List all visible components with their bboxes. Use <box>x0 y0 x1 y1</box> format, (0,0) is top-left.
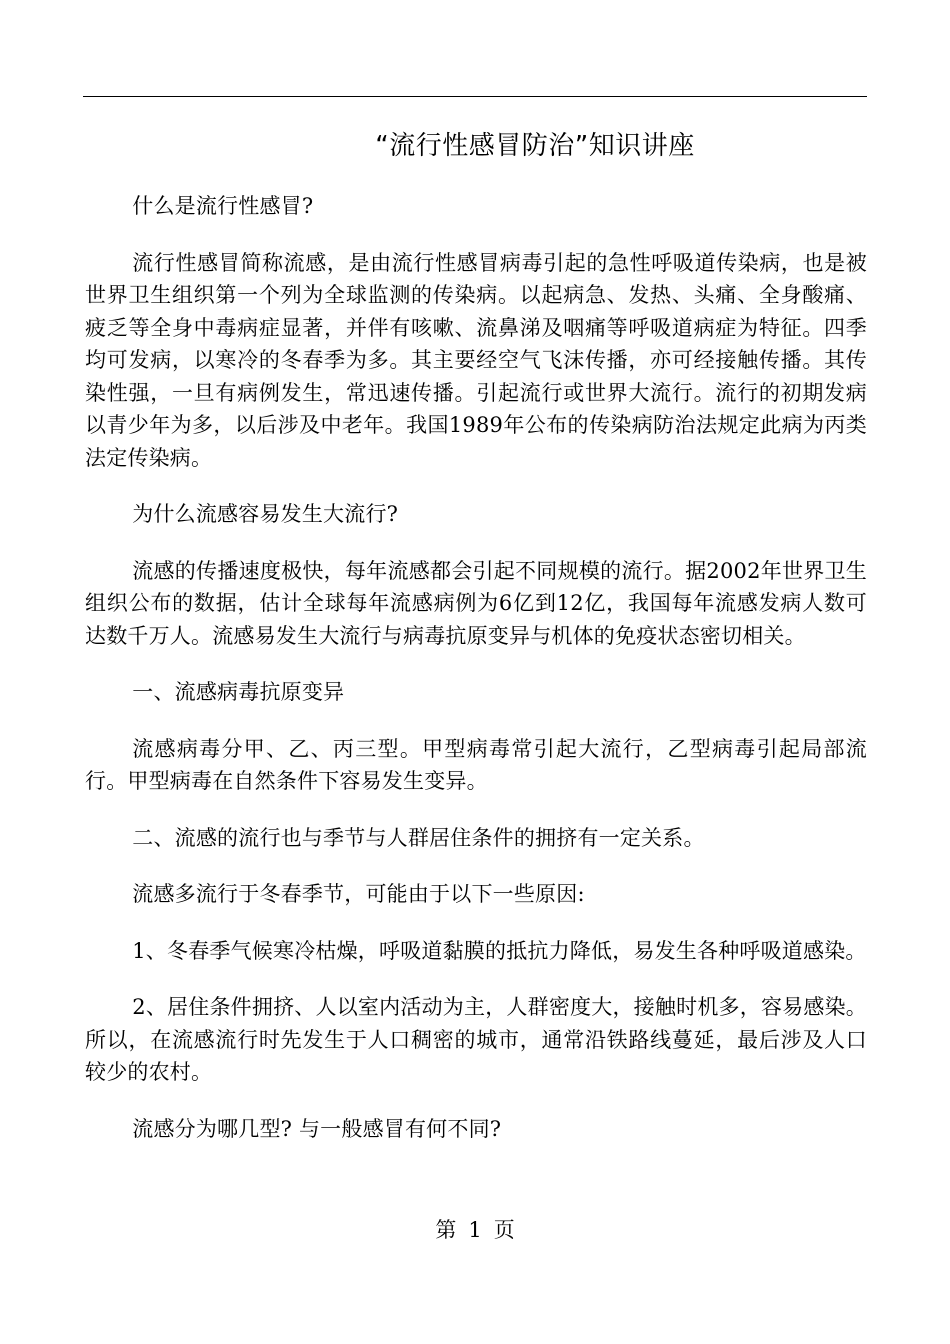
section-heading-antigen-variation: 一、流感病毒抗原变异 <box>132 680 345 704</box>
paragraph-winter-spring: 流感多流行于冬春季节，可能由于以下一些原因: <box>132 882 585 906</box>
paragraph-spread-speed: 流感的传播速度极快，每年流感都会引起不同规模的流行。据2002年世界卫生组织公布的数据，估计全球每年流感病例为6亿到12亿，我国每年流感发病人数可达数千万人。流感易发生大流行与病毒抗原变异与机体的免疫状态密切相关。 <box>85 558 867 648</box>
paragraph-virus-types: 流感病毒分甲、乙、丙三型。甲型病毒常引起大流行，乙型病毒引起局部流行。甲型病毒在自然条件下容易发生变异。 <box>85 736 867 793</box>
question-why-epidemic: 为什么流感容易发生大流行? <box>132 502 399 526</box>
question-what-is-flu: 什么是流行性感冒? <box>132 194 314 218</box>
document-body <box>85 190 867 1169</box>
list-item-reason-1: 1、冬春季气候寒冷枯燥，呼吸道黏膜的抵抗力降低，易发生各种呼吸道感染。 <box>132 938 867 963</box>
page-footer <box>0 1215 950 1245</box>
paragraph-flu-definition: 流行性感冒简称流感，是由流行性感冒病毒引起的急性呼吸道传染病，也是被世界卫生组织第一个列为全球监测的传染病。以起病急、发热、头痛、全身酸痛、疲乏等全身中毒病症显著，并伴有咳嗽、流鼻涕及咽痛等呼吸道病症为特征。四季均可发病，以寒冷的冬春季为多。其主要经空气飞沫传播，亦可经接触传播。其传染性强，一旦有病例发生，常迅速传播。引起流行或世界大流行。流行的初期发病以青少年为多，以后涉及中老年。我国1989年公布的传染病防治法规定此病为丙类法定传染病。 <box>85 250 867 470</box>
list-item-reason-2: 2、居住条件拥挤、人以室内活动为主，人群密度大，接触时机多，容易感染。所以，在流感流行时先发生于人口稠密的城市，通常沿铁路线蔓延，最后涉及人口较少的农村。 <box>85 995 867 1084</box>
header-rule <box>83 96 867 97</box>
footer-prefix: 第 <box>435 1218 457 1242</box>
question-flu-types: 流感分为哪几型? 与一般感冒有何不同? <box>132 1116 502 1141</box>
footer-suffix: 页 <box>493 1218 515 1242</box>
page-title: “流行性感冒防治”知识讲座 <box>375 131 695 161</box>
page-number: 1 <box>468 1218 482 1242</box>
section-heading-season: 二、流感的流行也与季节与人群居住条件的拥挤有一定关系。 <box>132 825 705 850</box>
